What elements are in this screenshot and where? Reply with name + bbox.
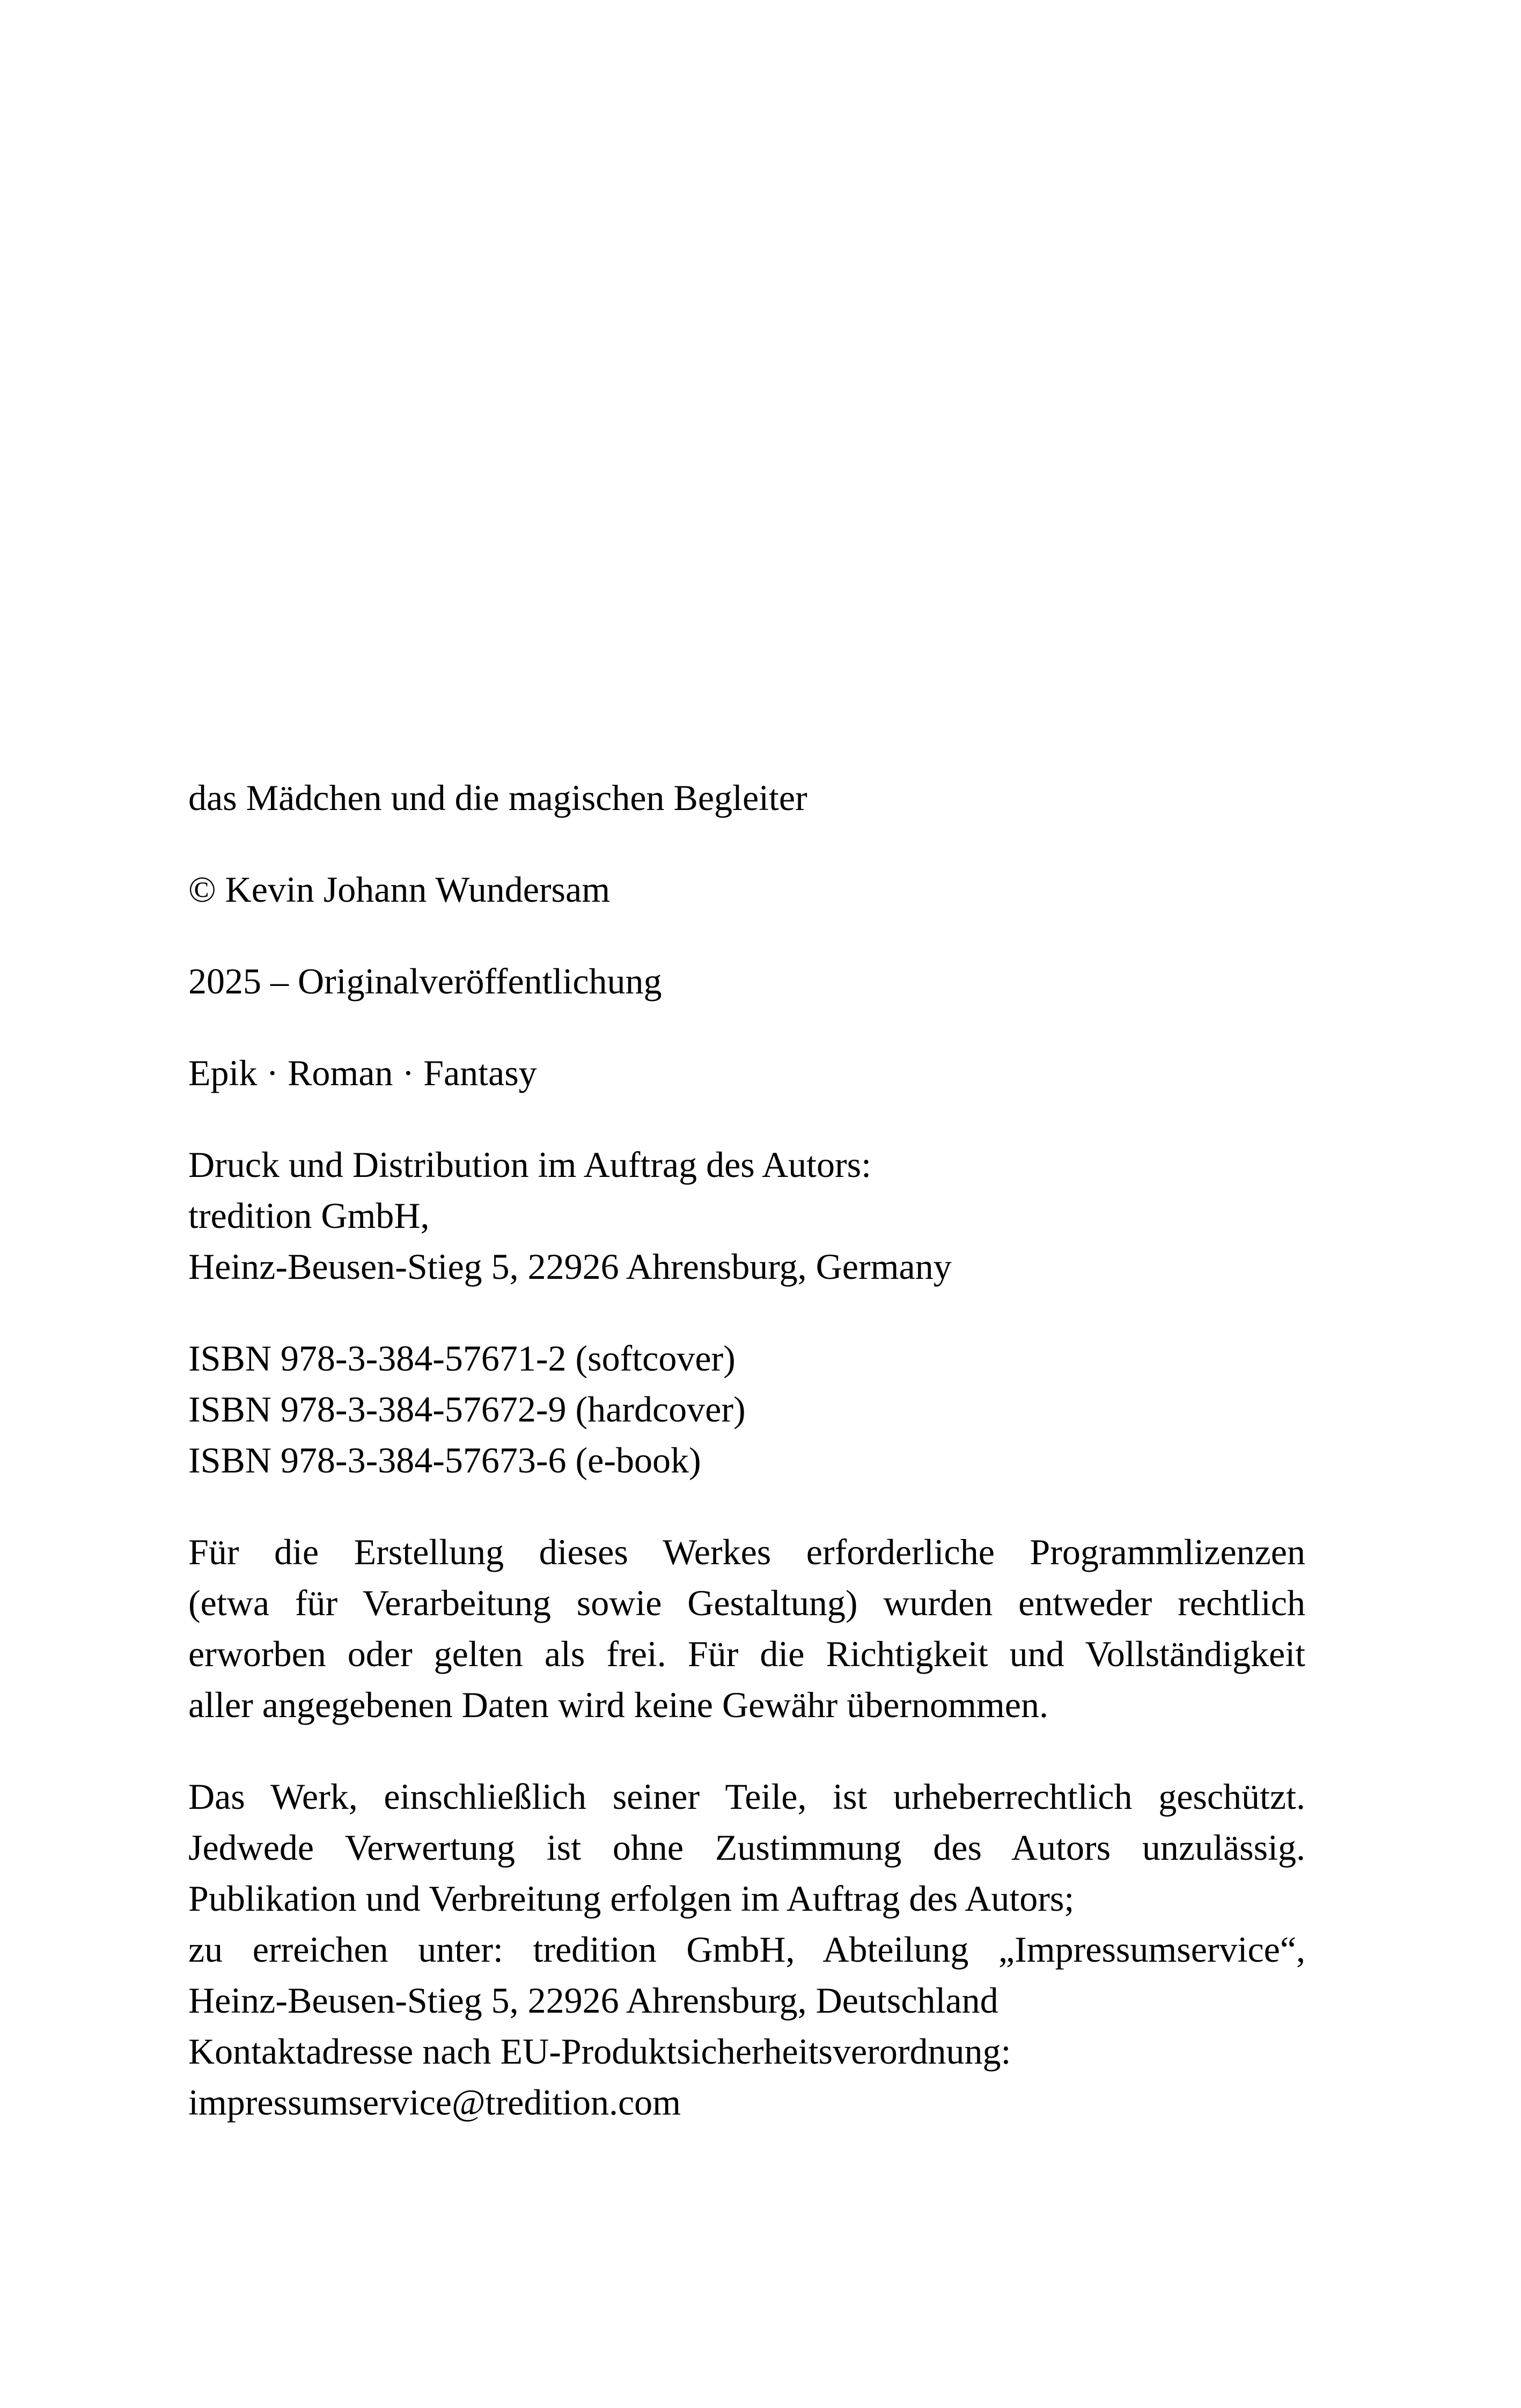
rights-line: Publikation und Verbreitung erfolgen im Auftrag des Autors; xyxy=(188,1878,1075,1919)
rights-notice xyxy=(188,1771,1305,2128)
print-line: Druck und Distribution im Auftrag des Autors: xyxy=(188,1144,872,1185)
publisher-address: Heinz-Beusen-Stieg 5, 22926 Ahrensburg, Germany xyxy=(188,1246,952,1287)
contact-email: impressumservice@tredition.com xyxy=(188,2082,681,2123)
license-line: aller angegebenen Daten wird keine Gewähr übernommen. xyxy=(188,1684,1048,1725)
rights-line: Kontaktadresse nach EU-Produktsicherheitsverordnung: xyxy=(188,2031,1011,2072)
publisher-name: tredition GmbH, xyxy=(188,1195,430,1236)
imprint-block xyxy=(188,772,1305,2128)
rights-line: Jedwede Verwertung ist ohne Zustimmung des Autors unzulässig. xyxy=(188,1827,1305,1868)
genre-text: Epik · Roman · Fantasy xyxy=(188,1052,537,1093)
rights-line: Heinz-Beusen-Stieg 5, 22926 Ahrensburg, Deutschland xyxy=(188,1980,998,2021)
rights-line: zu erreichen unter: tredition GmbH, Abteilung „Impressumservice“, xyxy=(188,1929,1305,1970)
license-notice xyxy=(188,1527,1305,1730)
rights-line: Das Werk, einschließlich seiner Teile, ist urheberrechtlich geschützt. xyxy=(188,1776,1305,1817)
publication-year xyxy=(188,956,1305,1007)
copyright-text: © Kevin Johann Wundersam xyxy=(188,869,611,910)
publication-year-text: 2025 – Originalveröffentlichung xyxy=(188,961,662,1002)
isbn-hardcover: ISBN 978-3-384-57672-9 (hardcover) xyxy=(188,1389,746,1430)
license-line: erworben oder gelten als frei. Für die Richtigkeit und Vollständigkeit xyxy=(188,1633,1305,1674)
book-title xyxy=(188,772,1305,823)
isbn-ebook: ISBN 978-3-384-57673-6 (e-book) xyxy=(188,1440,701,1481)
print-distribution xyxy=(188,1139,1305,1292)
genre-line xyxy=(188,1048,1305,1099)
isbn-list xyxy=(188,1333,1305,1486)
license-line: Für die Erstellung dieses Werkes erforderliche Programmlizenzen xyxy=(188,1531,1305,1572)
isbn-softcover: ISBN 978-3-384-57671-2 (softcover) xyxy=(188,1338,736,1379)
license-line: (etwa für Verarbeitung sowie Gestaltung) wurden entweder rechtlich xyxy=(188,1582,1305,1623)
copyright-notice xyxy=(188,864,1305,915)
book-title-text: das Mädchen und die magischen Begleiter xyxy=(188,777,807,818)
